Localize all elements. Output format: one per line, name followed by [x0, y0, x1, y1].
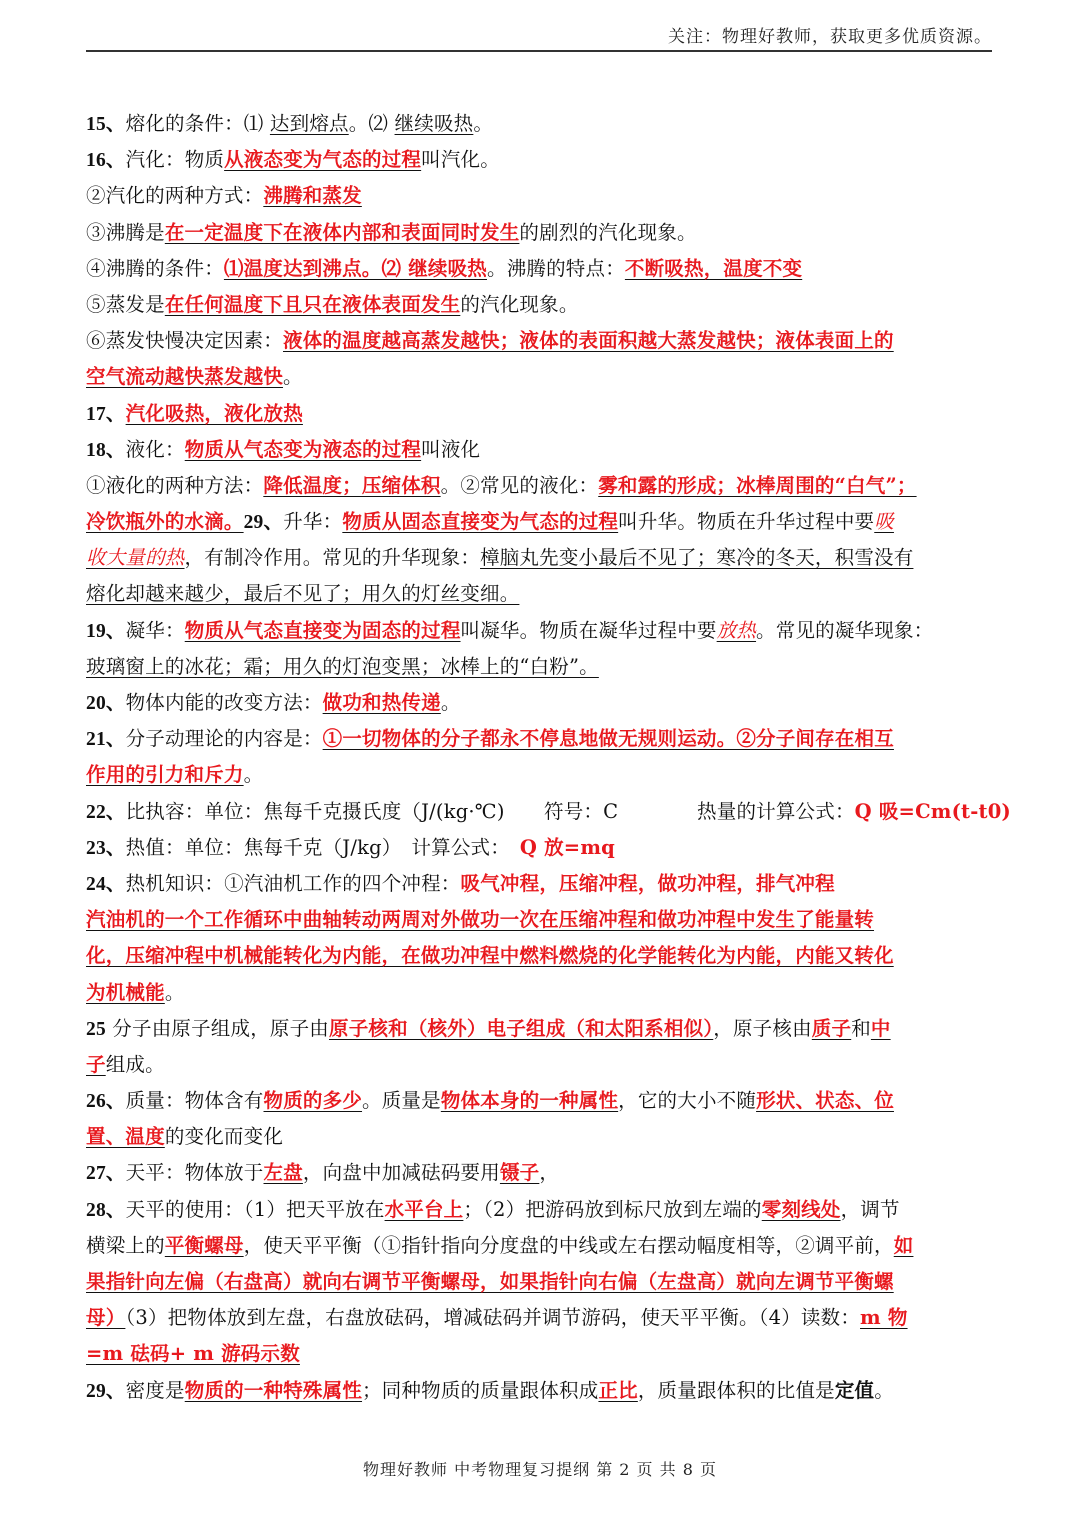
text-line — [86, 359, 998, 395]
page-footer: 物理好教师 中考物理复习提纲 第 2 页 共 8 页 — [363, 1460, 717, 1479]
item-number: 29、 — [86, 1380, 126, 1402]
text-line — [86, 432, 998, 468]
text-line — [86, 1336, 998, 1372]
line-text: 。 — [473, 112, 494, 135]
answer-text: 吸 — [874, 510, 894, 534]
item-number: 25 — [86, 1018, 106, 1040]
text-line — [86, 649, 998, 685]
header-divider — [86, 50, 992, 52]
line-text: （3）把物体放到左盘，右盘放砝码，增减砝码并调节游码，使天平平衡。（4）读数： — [125, 1306, 861, 1330]
answer-text: m 物 — [860, 1306, 908, 1330]
item-number: 17、 — [86, 403, 126, 425]
line-text: 升华： — [283, 510, 343, 534]
header-note: 关注：物理好教师，获取更多优质资源。 — [668, 27, 992, 47]
line-text: 熔化的条件：⑴ — [125, 112, 270, 135]
line-text: 天平：物体放于 — [125, 1161, 264, 1185]
line-text: ， — [539, 1161, 560, 1185]
item-number: 19、 — [86, 620, 126, 642]
line-text: ，它的大小不随 — [618, 1089, 757, 1113]
text-line — [86, 287, 998, 323]
line-text: ，质量跟体积的比值是 — [637, 1378, 835, 1402]
answer-text: 吸气冲程，压缩冲程，做功冲程，排气冲程 — [460, 871, 835, 895]
item-number: 18、 — [86, 439, 126, 461]
answer-text: 中 — [870, 1016, 891, 1040]
text-line — [86, 251, 998, 287]
line-text: 樟脑丸先变小最后不见了；寒冷的冬天，积雪没有 — [480, 546, 914, 570]
line-text: 的变化而变化 — [164, 1125, 284, 1149]
outline-content — [86, 106, 1011, 1409]
line-text: 。 — [283, 365, 303, 389]
line-text: 热机知识：①汽油机工作的四个冲程： — [125, 871, 461, 895]
answer-text: ①一切物体的分子都永不停息地做无规则运动。②分子间存在相互 — [322, 727, 894, 751]
answer-text: 物质从固态直接变为气态的过程 — [342, 510, 619, 534]
line-text: 叫液化 — [421, 437, 481, 461]
answer-text: 化，压缩冲程中机械能转化为内能，在做功冲程中燃料燃烧的化学能转化为内能，内能又转化 — [86, 944, 894, 968]
text-line — [86, 1119, 998, 1155]
answer-text: 物质的多少 — [263, 1089, 363, 1113]
answer-text: 如 — [893, 1233, 914, 1257]
text-line — [86, 866, 998, 902]
answer-text: 零刻线处 — [761, 1197, 841, 1221]
answer-text: 质子 — [811, 1016, 852, 1040]
answer-text: 水平台上 — [384, 1197, 464, 1221]
line-text: 。质量是 — [362, 1089, 441, 1113]
text-line — [86, 794, 1011, 830]
text-line — [86, 830, 998, 866]
text-line — [86, 323, 998, 359]
text-line — [86, 142, 998, 178]
answer-text: 收大量的热 — [86, 546, 185, 570]
line-text: 分子动理论的内容是： — [125, 727, 323, 751]
text-line — [86, 1264, 998, 1300]
item-number: 28、 — [86, 1199, 126, 1221]
text-line — [86, 902, 998, 938]
answer-text: 母） — [86, 1306, 126, 1330]
text-line — [86, 215, 998, 251]
answer-text: 形状、状态、位 — [756, 1089, 894, 1113]
answer-text: 雾和露的形成；冰棒周围的“白气”； — [598, 473, 917, 497]
item-number: 26、 — [86, 1091, 126, 1113]
line-text: 比执容：单位：焦每千克摄氏度（J/(kg·℃) 符号：C 热量的计算公式： — [125, 799, 855, 823]
answer-text: 降低温度；压缩体积 — [263, 473, 441, 497]
answer-text: 在一定温度下在液体内部和表面同时发生 — [164, 220, 520, 244]
line-text: ，向盘中加减砝码要用 — [302, 1161, 500, 1185]
item-number: 15、 — [86, 114, 126, 135]
line-text: 继续吸热 — [394, 112, 474, 135]
line-text: 物体内能的改变方法： — [125, 691, 323, 714]
text-line — [86, 178, 998, 214]
answer-text: 沸腾和蒸发 — [263, 184, 362, 208]
answer-text: 在任何温度下且只在液体表面发生 — [164, 292, 461, 316]
text-line — [86, 1047, 998, 1083]
line-text: ③沸腾是 — [86, 220, 165, 244]
answer-text: Q 放=mq — [519, 835, 615, 859]
item-number: 27、 — [86, 1163, 126, 1185]
line-text: 。⑵ — [348, 112, 395, 135]
line-text: ，调节 — [840, 1197, 900, 1221]
answer-text: 冷饮瓶外的水滴。 — [86, 510, 244, 534]
answer-text: 做功和热传递 — [322, 691, 441, 714]
line-text: 热值：单位：焦每千克（J/kg） 计算公式： — [125, 835, 520, 859]
line-text: ；同种物质的质量跟体积成 — [362, 1378, 599, 1402]
line-text: 质量：物体含有 — [125, 1089, 264, 1113]
text-line — [86, 396, 998, 432]
line-text: 凝华： — [125, 618, 185, 642]
text-line — [86, 540, 998, 576]
answer-text: 正比 — [598, 1378, 638, 1402]
line-text: ；（2）把游码放到标尺放到左端的 — [463, 1197, 762, 1221]
answer-text: 物质从气态变为液态的过程 — [184, 437, 422, 461]
answer-text: 子 — [86, 1052, 106, 1076]
answer-text: 作用的引力和斥力 — [86, 763, 244, 787]
line-text: 叫凝华。物质在凝华过程中要 — [460, 618, 717, 642]
text-line — [86, 1011, 998, 1047]
answer-text: 左盘 — [263, 1161, 303, 1185]
answer-text: 物体本身的一种属性 — [440, 1089, 619, 1113]
text-line — [86, 757, 998, 793]
text-line — [86, 938, 998, 974]
line-text: 叫升华。物质在升华过程中要 — [618, 510, 875, 534]
line-text: ⑥蒸发快慢决定因素： — [86, 329, 284, 353]
line-text: ①液化的两种方法： — [86, 473, 264, 497]
line-text: ，有制冷作用。常见的升华现象： — [184, 546, 481, 570]
line-text: 。②常见的液化： — [440, 473, 599, 497]
text-line — [86, 613, 998, 649]
answer-text: ⑴温度达到沸点。⑵ 继续吸热 — [223, 256, 487, 280]
answer-text: 果指针向左偏（右盘高）就向右调节平衡螺母，如果指针向右偏（左盘高）就向左调节平衡螺 — [86, 1270, 894, 1293]
text-line — [86, 106, 998, 142]
answer-text: 平衡螺母 — [164, 1233, 244, 1257]
item-number: 22、 — [86, 801, 126, 823]
text-line — [86, 1228, 998, 1264]
answer-text: Q 吸=Cm(t-t0) — [854, 799, 1011, 823]
text-line — [86, 1083, 998, 1119]
line-text: 的剧烈的汽化现象。 — [519, 220, 697, 244]
text-line — [86, 1373, 998, 1409]
line-text: 定值 — [834, 1378, 875, 1402]
answer-text: 不断吸热，温度不变 — [624, 256, 803, 280]
answer-text: 空气流动越快蒸发越快 — [86, 365, 284, 389]
line-text: 。 — [440, 691, 461, 714]
line-text: 密度是 — [125, 1378, 185, 1402]
text-line — [86, 1192, 998, 1228]
line-text: 的汽化现象。 — [460, 292, 579, 316]
answer-text: 原子核和（核外）电子组成（和太阳系相似） — [329, 1016, 714, 1040]
line-text: 达到熔点 — [269, 112, 349, 135]
answer-text: 为机械能 — [86, 980, 165, 1004]
line-text: ，使天平平衡（①指针指向分度盘的中线或左右摆动幅度相等，②调平前， — [243, 1233, 894, 1257]
line-text: ，原子核由 — [713, 1016, 812, 1040]
item-number: 16、 — [86, 150, 126, 172]
answer-text: 放热 — [716, 618, 757, 642]
text-line — [86, 576, 998, 612]
line-text: 。 — [164, 980, 185, 1004]
answer-text: 从液态变为气态的过程 — [224, 148, 422, 172]
answer-text: 物质的一种特殊属性 — [184, 1378, 363, 1402]
text-line — [86, 1300, 998, 1336]
line-text: 液化： — [125, 437, 185, 461]
text-line — [86, 975, 998, 1011]
item-number: 24、 — [86, 873, 126, 895]
line-text: 。 — [243, 763, 264, 787]
answer-text: 汽化吸热，液化放热 — [125, 401, 303, 425]
answer-text: 汽油机的一个工作循环中曲轴转动两周对外做功一次在压缩冲程和做功冲程中发生了能量转 — [86, 908, 875, 932]
answer-text: 置、温度 — [86, 1125, 165, 1149]
line-text: ②汽化的两种方式： — [86, 184, 264, 208]
answer-text: =m 砝码+ m 游码示数 — [86, 1342, 300, 1366]
text-line — [86, 721, 998, 757]
line-text: 汽化：物质 — [125, 148, 225, 172]
answer-text: 物质从气态直接变为固态的过程 — [184, 618, 461, 642]
text-line — [86, 685, 998, 721]
line-text: 。常见的凝华现象： — [756, 618, 934, 642]
line-text: ⑤蒸发是 — [86, 292, 165, 316]
text-line — [86, 468, 998, 504]
line-text: 叫汽化。 — [421, 148, 500, 172]
line-text: 横梁上的 — [86, 1233, 165, 1257]
answer-text: 液体的温度越高蒸发越快；液体的表面积越大蒸发越快；液体表面上的 — [283, 329, 894, 353]
item-number: 20、 — [86, 693, 126, 714]
line-text: 天平的使用：（1）把天平放在 — [125, 1197, 385, 1221]
line-text: 玻璃窗上的冰花；霜；用久的灯泡变黑；冰棒上的“白粉”。 — [86, 654, 599, 678]
line-text: ④沸腾的条件： — [86, 256, 224, 280]
line-text: 熔化却越来越少，最后不见了；用久的灯丝变细。 — [86, 582, 520, 606]
item-number: 29、 — [243, 512, 284, 534]
line-text: 和 — [851, 1016, 871, 1040]
line-text: 。沸腾的特点： — [487, 256, 625, 280]
text-line — [86, 504, 998, 540]
item-number: 23、 — [86, 837, 126, 859]
answer-text: 镊子 — [499, 1161, 540, 1185]
text-line — [86, 1155, 998, 1191]
line-text: 。 — [874, 1378, 894, 1402]
item-number: 21、 — [86, 729, 126, 751]
line-text: 分子由原子组成，原子由 — [105, 1016, 330, 1040]
line-text: 组成。 — [105, 1052, 165, 1076]
